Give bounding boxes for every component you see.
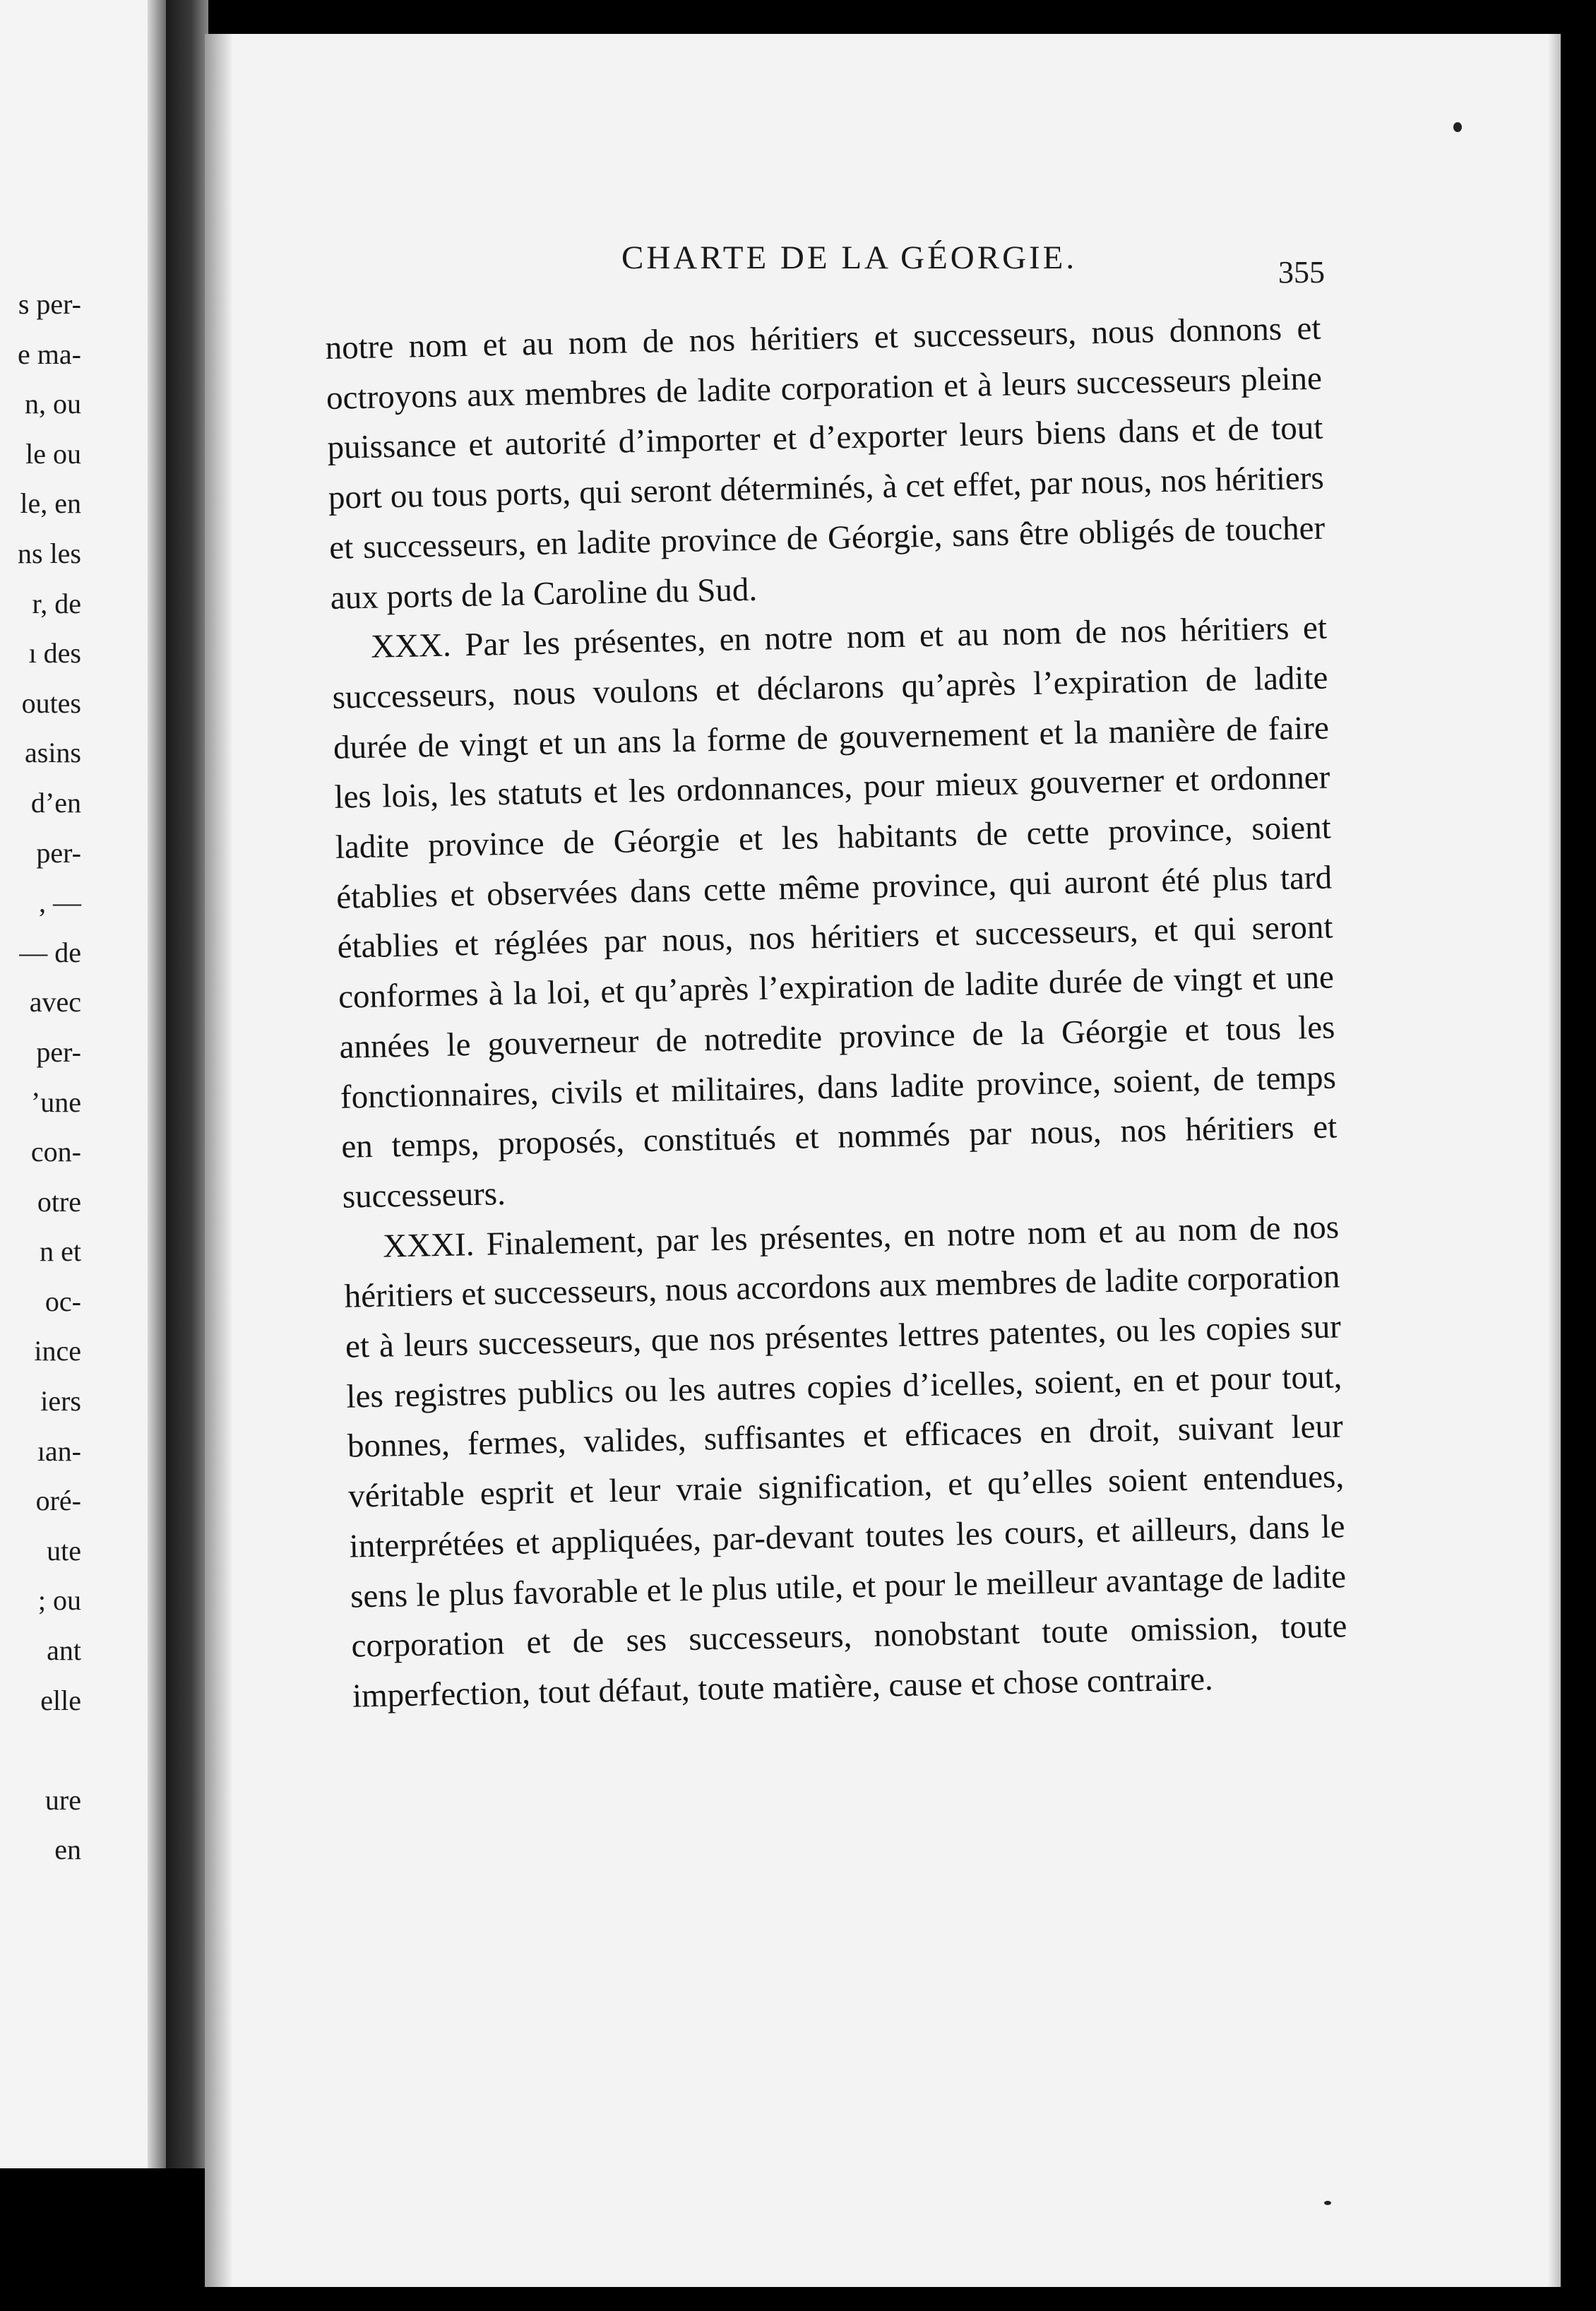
page-number: 355 — [1278, 255, 1325, 290]
facing-page-fragment: , — — [39, 886, 81, 919]
facing-page-fragment: oc- — [44, 1285, 81, 1317]
facing-page-fragment: ince — [34, 1335, 81, 1367]
facing-page-fragment: asins — [25, 737, 81, 769]
page-edge-shadow — [205, 34, 233, 2287]
facing-page-fragment: oré- — [35, 1485, 81, 1517]
facing-page-fragment: ure — [44, 1783, 81, 1816]
paragraph-article-xxxi: XXXI. Finalement, par les présentes, en notre nom et au nom de nos héritiers et successeurs, nous accordons aux membres de ladite corporation et à leurs successeurs, que nos présentes lettres patentes, ou les copies sur les registres publics ou les autres copies d’icelles, soient, en et pour tout, bonnes, fermes, valides, suffisantes et efficaces en droit, suivant leur véritable esprit et leur vraie signification, et qu’elles soient entendues, interprétées et appliquées, par-devant toutes les cours, et ailleurs, dans le sens le plus favorable et le plus utile, et pour le meilleur avantage de ladite corporation et de ses successeurs, nonobstant toute omission, toute imperfection, tout défaut, toute matière, cause et chose contraire. — [344, 1208, 1347, 1715]
facing-page-fragment: ns les — [18, 537, 81, 569]
facing-page-fragment: e ma- — [18, 338, 81, 370]
facing-page-fragment: le, en — [20, 487, 81, 520]
facing-page-fragment: ant — [47, 1634, 81, 1667]
facing-page-fragment: ute — [47, 1534, 81, 1567]
facing-page-fragment: — de — [19, 936, 81, 968]
paragraph-continuation: notre nom et au nom de nos héritiers et successeurs, nous donnons et octroyons aux membres de ladite corporation et à leurs successeurs pleine puissance et autorité d’importer et d’exporter leurs biens dans et de tout port ou tous ports, qui seront déterminés, à cet effet, par nous, nos héritiers et successeurs, en ladite province de Géorgie, sans être obligés de toucher aux ports de la Caroline du Sud. — [325, 309, 1326, 617]
facing-page-fragment: r, de — [32, 587, 81, 619]
facing-page-line-fragments — [0, 280, 81, 1875]
facing-page-fragment: iers — [40, 1385, 81, 1418]
facing-page-fragment: d’en — [30, 786, 81, 819]
page-355 — [205, 34, 1561, 2287]
facing-page-fragment: en — [54, 1834, 81, 1866]
facing-page-fragment — [0, 1725, 81, 1776]
paragraph-article-xxx: XXX. Par les présentes, en notre nom et au nom de nos héritiers et successeurs, nous voulons et déclarons qu’après l’expiration de ladite durée de vingt et un ans la forme de gouvernement et la manière de faire les lois, les statuts et les ordonnances, pour mieux gouverner et ordonner ladite province de Géorgie et les habitants de cette province, soient établies et observées dans cette même province, qui auront été plus tard établies et réglées par nous, nos héritiers et successeurs, et qui seront conformes à la loi, et qu’après l’expiration de ladite durée de vingt et une années le gouverneur de notredite province de la Géorgie et tous les fonctionnaires, civils et militaires, dans ladite province, soient, de temps en temps, proposés, constitués et nommés par nous, nos héritiers et successeurs. — [332, 609, 1338, 1216]
facing-page-fragment: per- — [36, 836, 81, 869]
body-text — [325, 304, 1348, 1722]
facing-page-fragment: s per- — [18, 288, 81, 320]
facing-page-fragment: ’une — [30, 1086, 81, 1118]
facing-page-fragment: le ou — [25, 437, 81, 470]
page-edge-right — [1548, 34, 1561, 2287]
facing-page-left — [0, 0, 166, 2168]
facing-page-fragment: otre — [37, 1185, 81, 1218]
facing-page-fragment: n, ou — [25, 388, 81, 420]
facing-page-fragment: outes — [21, 687, 81, 719]
facing-page-fragment: per- — [36, 1035, 81, 1068]
ink-speck — [1324, 2201, 1331, 2205]
facing-page-fragment: avec — [29, 986, 81, 1018]
ink-speck — [1453, 122, 1462, 132]
facing-page-fragment: ; ou — [37, 1584, 81, 1617]
running-head: CHARTE DE LA GÉORGIE. — [621, 239, 1078, 276]
facing-page-fragment: n et — [40, 1235, 81, 1268]
book-spine — [166, 0, 208, 2168]
facing-page-fragment: con- — [30, 1136, 81, 1168]
facing-page-fragment: ı des — [28, 637, 81, 670]
gutter-shadow — [148, 0, 166, 2168]
facing-page-fragment: ıan- — [37, 1434, 81, 1467]
facing-page-fragment: elle — [40, 1684, 81, 1716]
